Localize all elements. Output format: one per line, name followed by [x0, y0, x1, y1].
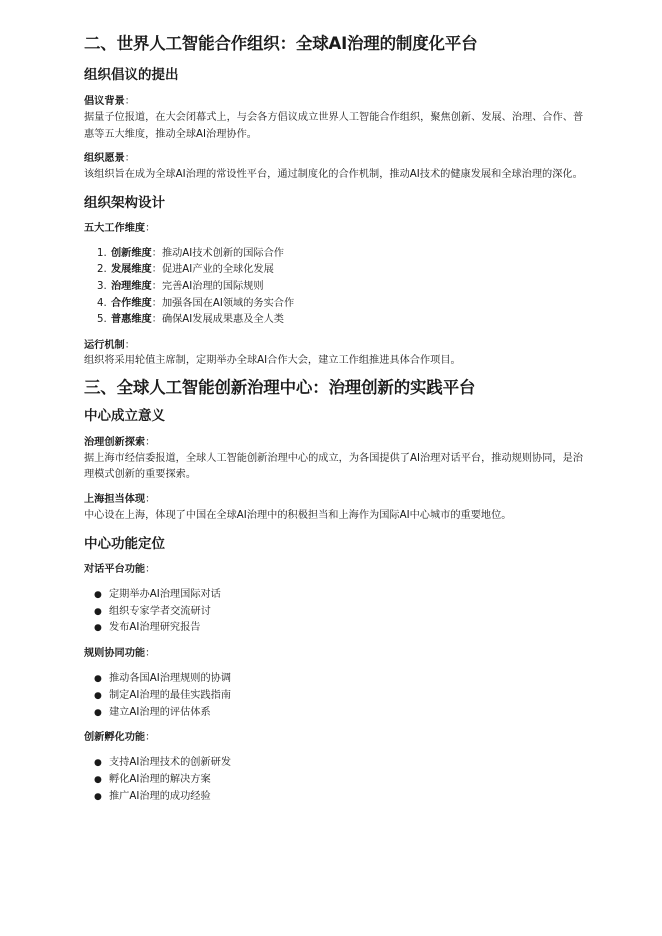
- operating-mechanism-label: 运行机制：: [84, 340, 135, 352]
- section-2-title: 二、世界人工智能合作组织：全球AI治理的制度化平台: [84, 34, 478, 53]
- org-structure-heading: 组织架构设计: [84, 194, 165, 211]
- list-item: ● 推动各国AI治理规则的协调: [94, 673, 232, 685]
- rule-coordination-label: 规则协同功能：: [84, 648, 156, 660]
- org-initiative-heading: 组织倡议的提出: [84, 67, 179, 83]
- list-item: 1. 创新维度：推动AI技术创新的国际合作: [97, 247, 284, 259]
- list-item: ● 建立AI治理的评估体系: [94, 706, 211, 718]
- org-vision-label: 组织愿景：: [84, 153, 135, 164]
- center-significance-heading: 中心成立意义: [84, 407, 165, 424]
- initiative-background-label: 倡议背景：: [84, 96, 135, 107]
- innovation-incubation-list: [84, 755, 584, 805]
- initiative-background-text: 据量子位报道，在大会闭幕式上，与会各方倡议成立世界人工智能合作组织，聚焦创新、发展、治理、合作、普惠等五大维度，推动全球AI治理协作。: [84, 112, 584, 140]
- dialogue-platform-list: [84, 587, 584, 637]
- list-item: ● 推广AI治理的成功经验: [94, 790, 211, 802]
- center-function-heading: 中心功能定位: [84, 536, 165, 553]
- list-item: ● 支持AI治理技术的创新研发: [94, 757, 232, 769]
- list-item: ● 制定AI治理的最佳实践指南: [94, 689, 232, 701]
- section-3-title: 三、全球人工智能创新治理中心：治理创新的实践平台: [84, 377, 476, 397]
- governance-innovation-text: 据上海市经信委报道，全球人工智能创新治理中心的成立，为各国提供了AI治理对话平台，推动规则协同，是治理模式创新的重要探索。: [84, 452, 583, 481]
- dialogue-platform-label: 对话平台功能：: [84, 564, 156, 576]
- rule-coordination-list: [84, 671, 584, 721]
- list-item: 4. 合作维度：加强各国在AI领域的务实合作: [97, 297, 295, 309]
- governance-innovation-label: 治理创新探索：: [84, 436, 156, 448]
- list-item: ● 定期举办AI治理国际对话: [94, 589, 221, 601]
- list-item: 3. 治理维度：完善AI治理的国际规则: [97, 280, 264, 292]
- shanghai-role-label: 上海担当体现：: [84, 493, 156, 505]
- list-item: ● 组织专家学者交流研讨: [94, 605, 211, 617]
- dimensions-list: [97, 246, 584, 330]
- list-item: ● 孵化AI治理的解决方案: [94, 773, 211, 785]
- list-item: ● 发布AI治理研究报告: [94, 622, 201, 634]
- org-vision-text: 该组织旨在成为全球AI治理的常设性平台，通过制度化的合作机制，推动AI技术的健康发展和全球治理的深化。: [84, 169, 583, 180]
- operating-mechanism-text: 组织将采用轮值主席制，定期举办全球AI合作大会，建立工作组推进具体合作项目。: [84, 355, 461, 367]
- list-item: 5. 普惠维度：确保AI发展成果惠及全人类: [97, 314, 284, 326]
- list-item: 2. 发展维度：促进AI产业的全球化发展: [97, 264, 274, 276]
- shanghai-role-text: 中心设在上海，体现了中国在全球AI治理中的积极担当和上海作为国际AI中心城市的重要地位。: [84, 509, 512, 521]
- document-page: [84, 32, 584, 805]
- five-dimensions-label: 五大工作维度：: [84, 222, 156, 234]
- innovation-incubation-label: 创新孵化功能：: [84, 732, 156, 744]
